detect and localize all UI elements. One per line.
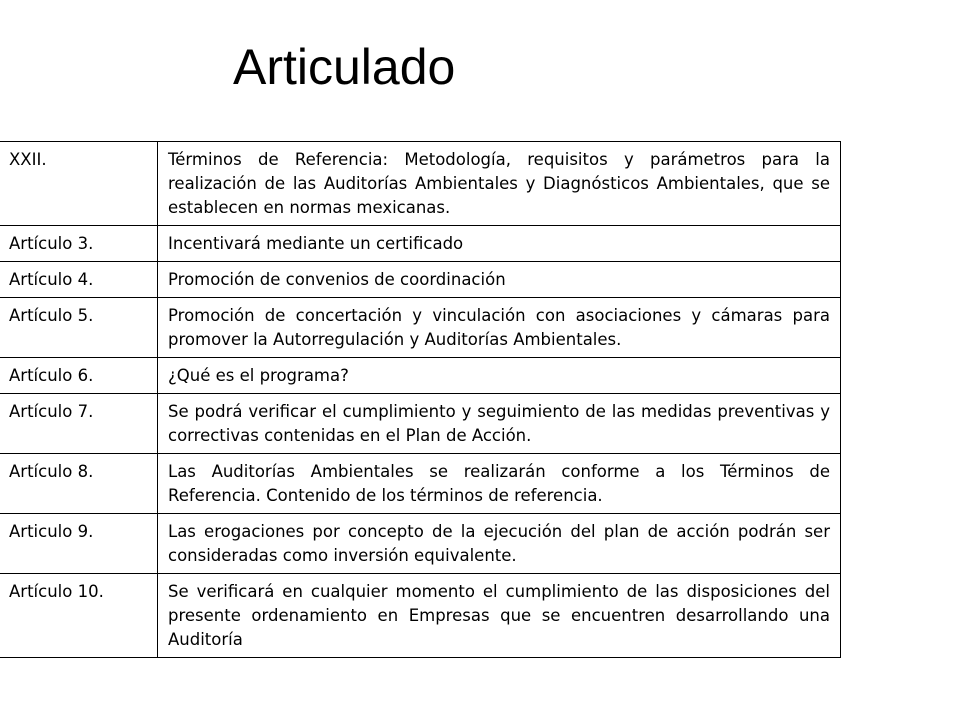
article-label: Artículo 10. — [0, 574, 158, 658]
article-label: Articulo 9. — [0, 514, 158, 574]
article-label: XXII. — [0, 142, 158, 226]
article-description: ¿Qué es el programa? — [158, 358, 841, 394]
article-label: Artículo 5. — [0, 298, 158, 358]
table-row — [0, 394, 841, 454]
table-row — [0, 226, 841, 262]
article-label: Artículo 3. — [0, 226, 158, 262]
slide-title: Articulado — [233, 39, 456, 95]
article-description: Promoción de convenios de coordinación — [158, 262, 841, 298]
article-label: Artículo 4. — [0, 262, 158, 298]
table-row — [0, 298, 841, 358]
article-description: Se podrá verificar el cumplimiento y seguimiento de las medidas preventivas y correctivas contenidas en el Plan de Acción. — [158, 394, 841, 454]
article-label: Artículo 7. — [0, 394, 158, 454]
article-description: Las erogaciones por concepto de la ejecución del plan de acción podrán ser consideradas como inversión equivalente. — [158, 514, 841, 574]
article-description: Se verificará en cualquier momento el cumplimiento de las disposiciones del presente ordenamiento en Empresas que se encuentren desarrollando una Auditoría — [158, 574, 841, 658]
article-description: Incentivará mediante un certificado — [158, 226, 841, 262]
table-row — [0, 514, 841, 574]
article-description: Promoción de concertación y vinculación con asociaciones y cámaras para promover la Autorregulación y Auditorías Ambientales. — [158, 298, 841, 358]
article-label: Artículo 8. — [0, 454, 158, 514]
article-description: Las Auditorías Ambientales se realizarán conforme a los Términos de Referencia. Contenido de los términos de referencia. — [158, 454, 841, 514]
table-row — [0, 358, 841, 394]
table-row — [0, 454, 841, 514]
article-description: Términos de Referencia: Metodología, requisitos y parámetros para la realización de las Auditorías Ambientales y Diagnósticos Ambientales, que se establecen en normas mexicanas. — [158, 142, 841, 226]
articles-table — [0, 141, 841, 658]
table-row — [0, 574, 841, 658]
table-row — [0, 142, 841, 226]
table-row — [0, 262, 841, 298]
article-label: Artículo 6. — [0, 358, 158, 394]
